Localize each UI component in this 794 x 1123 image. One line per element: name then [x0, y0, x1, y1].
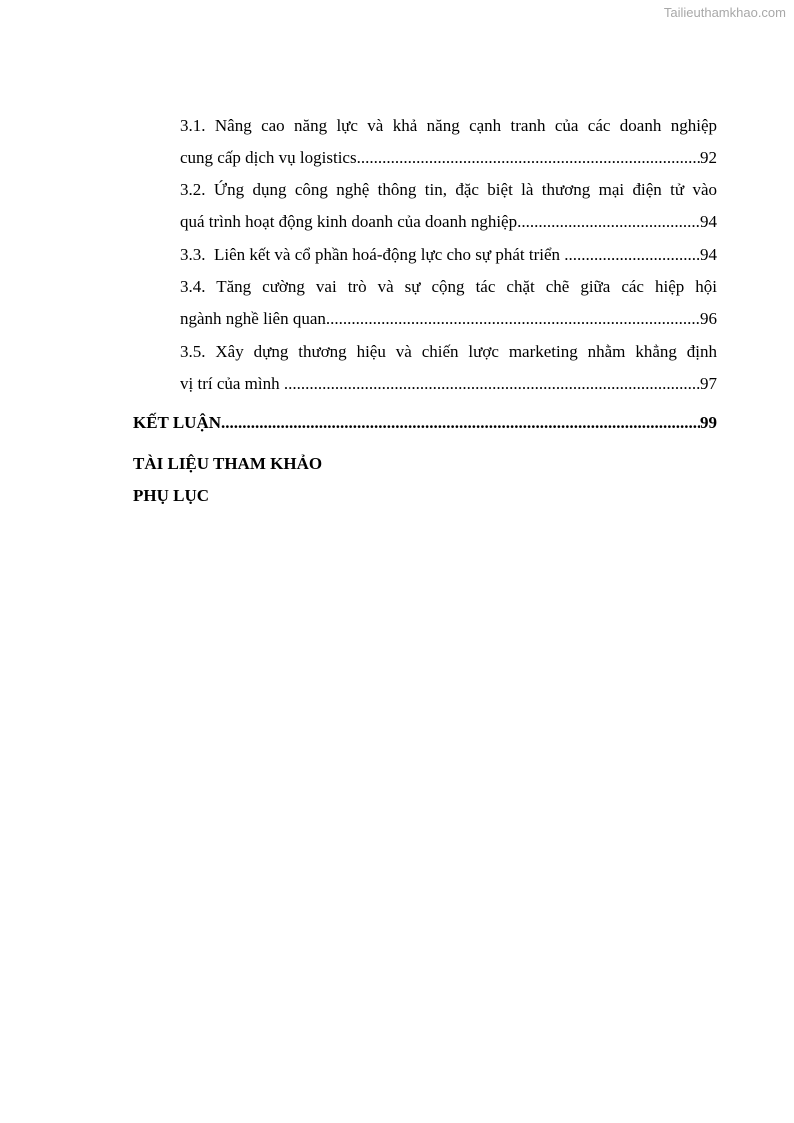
toc-entry-3-2-line2[interactable]: [180, 210, 717, 234]
toc-entry-3-1-line1: 3.1. Nâng cao năng lực và khả năng cạnh tranh của các doanh nghiệp: [180, 116, 717, 135]
toc-entry-3-1-line2[interactable]: [180, 146, 717, 170]
page-number: 94: [700, 212, 717, 231]
watermark: Tailieuthamkhao.com: [663, 5, 786, 20]
toc-entry-3-2-line1: 3.2. Ứng dụng công nghệ thông tin, đặc biệt là thương mại điện tử vào: [180, 180, 717, 199]
dot-leader: [357, 146, 700, 170]
toc-entry-title: vị trí của mình: [180, 374, 284, 393]
toc-entry-3-4-line2[interactable]: [180, 307, 717, 331]
page-number: 97: [700, 374, 717, 393]
toc-entry-3-4-line1: 3.4. Tăng cường vai trò và sự cộng tác chặt chẽ giữa các hiệp hội: [180, 277, 717, 296]
page-number: 99: [700, 413, 717, 432]
dot-leader: [326, 307, 700, 331]
dot-leader: [564, 243, 700, 267]
dot-leader: [517, 210, 700, 234]
page-number: 96: [700, 309, 717, 328]
toc-entry-title: 3.3. Liên kết và cổ phần hoá-động lực cho sự phát triển: [180, 245, 565, 264]
toc-entry-3-3[interactable]: [180, 243, 717, 267]
toc-entry-3-5-line2[interactable]: [180, 372, 717, 396]
toc-entry-3-5-line1: 3.5. Xây dựng thương hiệu và chiến lược marketing nhằm khẳng định: [180, 342, 717, 361]
dot-leader: [284, 372, 700, 396]
toc-conclusion[interactable]: [133, 411, 717, 435]
toc-entry-title: ngành nghề liên quan: [180, 309, 326, 328]
toc-references[interactable]: TÀI LIỆU THAM KHẢO: [133, 454, 323, 473]
dot-leader: [221, 411, 700, 435]
page-number: 94: [700, 245, 717, 264]
toc-entry-title: quá trình hoạt động kinh doanh của doanh nghiệp: [180, 212, 518, 231]
toc-entry-title: cung cấp dịch vụ logistics: [180, 148, 357, 167]
page-number: 92: [700, 148, 717, 167]
toc-appendix[interactable]: PHỤ LỤC: [133, 486, 210, 505]
toc-entry-title: KẾT LUẬN: [133, 413, 222, 432]
